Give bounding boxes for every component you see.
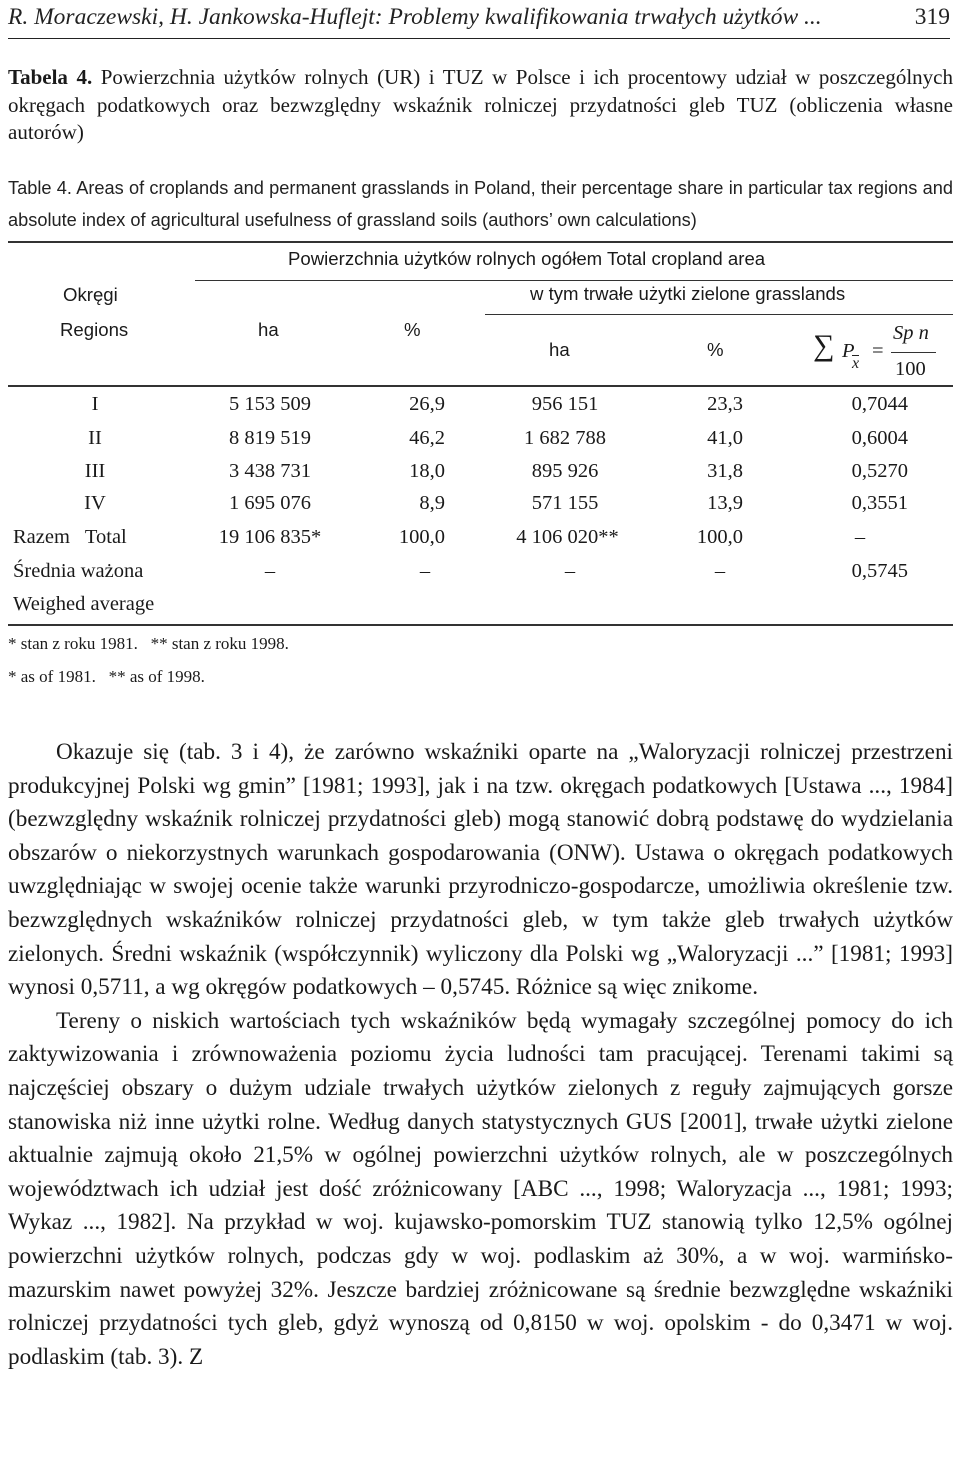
cell-region: IV [84, 492, 106, 514]
cell-region: I [91, 393, 99, 415]
cell-ha: 8 819 519 [229, 427, 311, 449]
page-number: 319 [914, 4, 950, 30]
table-caption-en [8, 172, 953, 236]
header-total-area: Powierzchnia użytków rolnych ogółem Total cropland area [288, 248, 766, 269]
cell-index: 0,5745 [851, 560, 908, 582]
formula-numerator: Sp n [893, 322, 929, 344]
running-header [8, 4, 950, 39]
cell-index: 0,5270 [851, 460, 908, 482]
header-grass-ha: ha [549, 339, 570, 360]
running-header-title: R. Moraczewski, H. Jankowska-Huflejt: Problemy kwalifikowania trwałych użytków ... [8, 4, 822, 30]
cell-grass-ha: 1 682 788 [524, 427, 606, 449]
table-caption-en-text: Areas of croplands and permanent grasslands in Poland, their percentage share in particular tax regions and absolute index of agricultural usefulness of grassland soils (authors’ own calculations) [8, 178, 953, 230]
cell-index: – [854, 526, 866, 548]
formula-denominator: 100 [895, 358, 926, 380]
cell-grass-pct: – [714, 560, 726, 582]
cell-grass-pct: 41,0 [707, 427, 743, 449]
cell-total-label: Razem Total [13, 526, 127, 548]
header-pct: % [404, 319, 421, 340]
cell-grass-pct: 31,8 [707, 460, 743, 482]
cell-weighted-label-en: Weighed average [13, 593, 155, 615]
cell-region: II [88, 427, 102, 449]
cell-pct: – [419, 560, 431, 582]
header-regions-pl: Okręgi [63, 284, 118, 305]
table-top-rule [8, 241, 953, 243]
header-grass-pct: % [707, 339, 724, 360]
cell-ha: – [264, 560, 276, 582]
header-rule-2 [485, 314, 953, 315]
cell-grass-pct: 100,0 [696, 526, 743, 548]
cell-grass-ha: – [564, 560, 576, 582]
paragraph-1: Okazuje się (tab. 3 i 4), że zarówno wskaźniki oparte na „Waloryzacji rolniczej przestrzeni produkcyjnej Polski wg gmin” [1981; 1993], jak i na tzw. okręgach podatkowych [Ustawa ..., 1984] (bezwzględny wskaźnik rolniczej przydatności gleb) mogą stanowić dobrą podstawę do wydzielania obszarów o niekorzystnych warunkach gospodarowania (ONW). Ustawa o okręgach podatkowych uwzględniając w swojej ocenie także warunki przyrodniczo-gospodarcze, umożliwia określenie tzw. bezwzględnych wskaźników rolniczej przydatności gleb, w tym także gleb trwałych użytków zielonych. Średni wskaźnik (współczynnik) wyliczony dla Polski wg „Waloryzacji ...” [1981; 1993] wynosi 0,5711, a wg okręgów podatkowych – 0,5745. Różnice są więc znikome. [8, 739, 953, 1001]
footnote-en: * as of 1981. ** as of 1998. [8, 667, 205, 686]
table-label-pl: Tabela 4. [8, 65, 93, 89]
table-bottom-rule [8, 624, 953, 626]
cell-grass-pct: 23,3 [707, 393, 743, 415]
header-regions-en: Regions [60, 319, 129, 340]
cell-index: 0,7044 [851, 393, 908, 415]
cell-pct: 46,2 [409, 427, 445, 449]
header-bottom-rule [8, 385, 953, 387]
header-grasslands: w tym trwałe użytki zielone grasslands [530, 283, 846, 304]
cell-pct: 26,9 [409, 393, 445, 415]
cell-weighted-label-pl: Średnia ważona [13, 560, 144, 582]
formula-fraction-bar [891, 352, 936, 353]
header-rule-1 [195, 280, 953, 281]
cell-region: III [84, 460, 106, 482]
footnote-pl: * stan z roku 1981. ** stan z roku 1998. [8, 634, 289, 653]
table-caption-pl-text: Powierzchnia użytków rolnych (UR) i TUZ w Polsce i ich procentowy udział w poszczególnych okręgach podatkowych oraz bezwzględny wskaźnik rolniczej przydatności gleb TUZ (obliczenia własne autorów) [8, 65, 953, 144]
formula-p: P [842, 340, 855, 362]
cell-ha: 1 695 076 [229, 492, 311, 514]
cell-grass-ha: 895 926 [531, 460, 599, 482]
body-text [8, 736, 953, 1374]
cell-index: 0,6004 [851, 427, 908, 449]
formula-eq: = [872, 340, 884, 362]
cell-pct: 8,9 [419, 492, 445, 514]
cell-ha: 3 438 731 [229, 460, 311, 482]
cell-grass-pct: 13,9 [707, 492, 743, 514]
cell-grass-ha: 571 155 [531, 492, 599, 514]
cell-grass-ha: 4 106 020** [516, 526, 619, 548]
cell-ha: 19 106 835* [218, 526, 322, 548]
cell-grass-ha: 956 151 [531, 393, 599, 415]
cell-pct: 100,0 [398, 526, 445, 548]
table-caption-pl [8, 64, 953, 147]
cell-ha: 5 153 509 [229, 393, 311, 415]
header-ha: ha [258, 319, 279, 340]
paragraph-2: Tereny o niskich wartościach tych wskaźników będą wymagały szczególnej pomocy do ich zaktywizowania i zrównoważenia poziomu życia ludności tam pracującej. Terenami takimi są najczęściej obszary o dużym udziale trwałych użytków zielonych z reguły zajmujących gorsze stanowiska niż inne użytki rolne. Według danych statystycznych GUS [2001], trwałe użytki zielone aktualnie zajmują około 21,5% w ogólnej powierzchni użytków rolnych, ale w poszczególnych województwach ich udział jest dość zróżnicowany [ABC ..., 1998; Waloryzacja ..., 1981; 1993; Wykaz ..., 1982]. Na przykład w woj. kujawsko-pomorskim TUZ stanowią tylko 12,5% ogólnej powierzchni użytków rolnych, podczas gdy w woj. podlaskim aż 30%, a w woj. warmińsko-mazurskim nawet powyżej 32%. Jeszcze bardziej zróżnicowane są średnie bezwzględne wskaźniki rolniczej przydatności tych gleb, gdyż wynoszą od 0,8150 w woj. opolskim - do 0,3471 w woj. podlaskim (tab. 3). Z [8, 1007, 953, 1370]
cell-index: 0,3551 [851, 492, 908, 514]
formula-sum: ∑ [813, 329, 835, 362]
table-label-en: Table 4. [8, 178, 72, 198]
cell-pct: 18,0 [409, 460, 445, 482]
formula-x: x [852, 355, 860, 372]
